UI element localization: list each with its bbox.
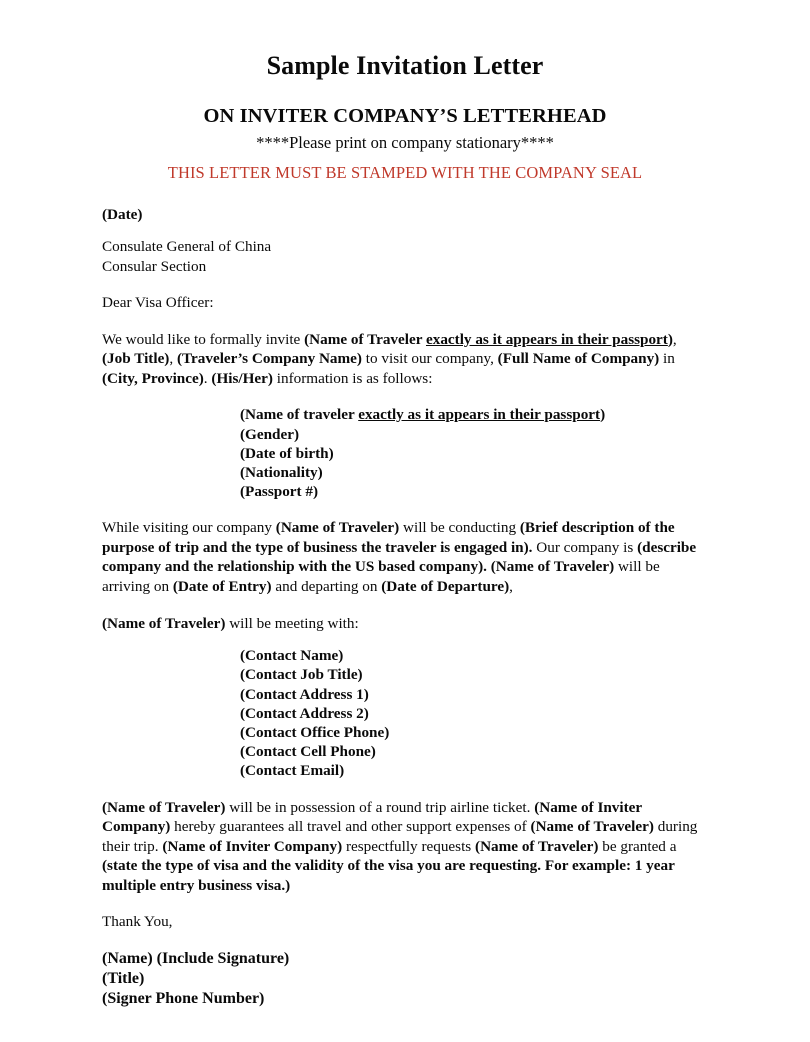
list-item: (Name) (Include Signature): [102, 949, 290, 967]
intro-paragraph: We would like to formally invite (Name of Traveler exactly as it appears in their passport), (Job Title), (Traveler’s Company Name) to visit our company, (Full Name of Company) in (City, Province). (His/Her) information is as follows:: [102, 330, 677, 387]
list-item: (Contact Name): [240, 647, 344, 665]
spacer: [102, 501, 700, 518]
letterhead-heading: ON INVITER COMPANY’S LETTERHEAD: [203, 104, 607, 127]
contact-block: [102, 646, 700, 781]
spacer: [102, 388, 700, 405]
list-item: (Contact Address 1): [240, 685, 369, 703]
spacer: [102, 597, 700, 614]
spacer: [102, 276, 700, 293]
spacer: [102, 313, 700, 330]
list-item: (Signer Phone Number): [102, 990, 265, 1008]
recipient-block: [102, 237, 700, 276]
list-item: (Date of birth): [240, 444, 334, 462]
letter-header: [0, 0, 810, 183]
recipient-line: Consulate General of China: [102, 238, 272, 256]
spacer: [102, 932, 700, 949]
spacer: [102, 224, 700, 237]
spacer: [102, 895, 700, 912]
list-item: (Passport #): [240, 483, 319, 501]
spacer: [102, 781, 700, 798]
list-item: (Contact Job Title): [240, 666, 363, 684]
signature-block: [102, 949, 700, 1010]
list-item: (Nationality): [240, 463, 323, 481]
seal-notice: THIS LETTER MUST BE STAMPED WITH THE COMPANY SEAL: [167, 163, 643, 183]
traveler-info-block: [102, 405, 700, 501]
spacer: [102, 633, 700, 646]
stationary-note: ****Please print on company stationary****: [256, 133, 554, 153]
page-title: Sample Invitation Letter: [266, 51, 544, 80]
closing-line: Thank You,: [102, 913, 173, 931]
list-item: (Contact Address 2): [240, 704, 369, 722]
letter-body: [0, 205, 810, 1010]
recipient-line: Consular Section: [102, 257, 207, 275]
guarantee-paragraph: (Name of Traveler) will be in possession of a round trip airline ticket. (Name of Inviter Company) hereby guarantees all travel and other support expenses of (Name of Traveler) during their trip. (Name of Inviter Company) respectfully requests (Name of Traveler) be granted a (state the type of visa and the validity of the visa you are requesting. For example: 1 year multiple entry business visa.): [102, 798, 698, 894]
visit-paragraph: While visiting our company (Name of Traveler) will be conducting (Brief description of the purpose of trip and the type of business the traveler is engaged in). Our company is (describe company and the relationship with the US based company). (Name of Traveler) will be arriving on (Date of Entry) and departing on (Date of Departure),: [102, 519, 697, 596]
list-item: (Contact Email): [240, 762, 345, 780]
list-item: (Title): [102, 969, 145, 987]
list-item: (Gender): [240, 425, 300, 443]
salutation: Dear Visa Officer:: [102, 294, 214, 312]
meeting-lead-line: (Name of Traveler) will be meeting with:: [102, 614, 359, 632]
list-item: (Contact Office Phone): [240, 723, 390, 741]
date-placeholder: (Date): [102, 205, 143, 223]
list-item: (Name of traveler exactly as it appears in their passport): [240, 406, 606, 424]
list-item: (Contact Cell Phone): [240, 743, 376, 761]
